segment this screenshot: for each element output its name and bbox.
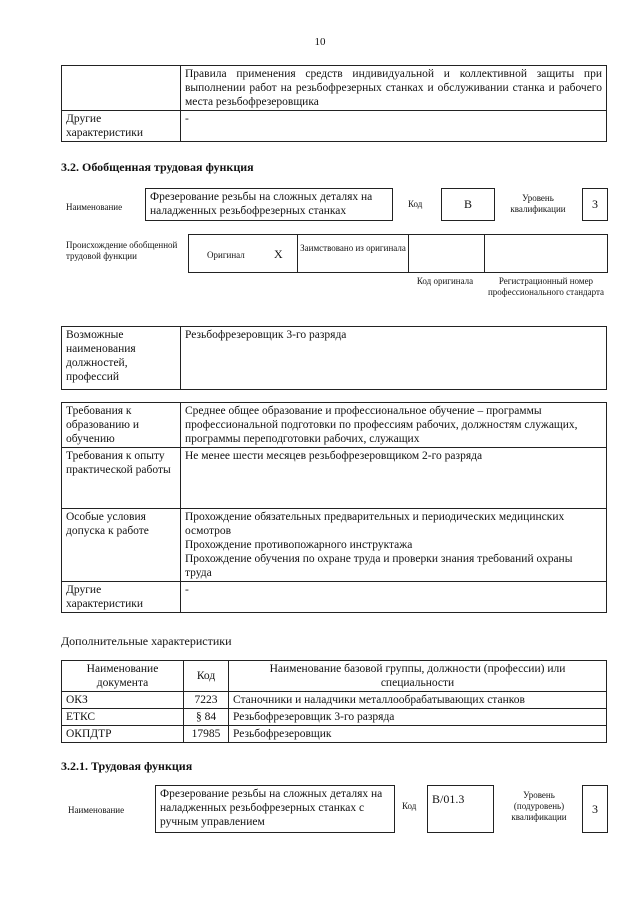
section-heading-32: 3.2. Обобщенная трудовая функция	[61, 160, 254, 174]
header-cell: Наименование документа	[62, 661, 184, 692]
positions-table	[61, 326, 607, 390]
code-value: B	[441, 188, 495, 221]
labor-function-name: Фрезерование резьбы на сложных деталях на наладженных резьбофрезерных станках с ручным управлением	[155, 785, 395, 833]
req-value: -	[181, 582, 607, 613]
tf-level-label: Уровень (подуровень) квалификации	[511, 790, 567, 822]
req-value: Среднее общее образование и профессиональное обучение – программы профессиональной подготовки по профессиям рабочих, должностям служащих, программы переподготовки рабочих, служащих	[181, 403, 607, 448]
tf-code-value: B/01.3	[427, 785, 494, 833]
table-header-row	[62, 661, 607, 692]
positions-value: Резьбофрезеровщик 3-го разряда	[181, 327, 607, 390]
table-row	[62, 726, 607, 743]
level-value: 3	[582, 188, 608, 221]
table-row	[62, 709, 607, 726]
header-cell: Наименование базовой группы, должности (профессии) или специальности	[229, 661, 607, 692]
level-label: Уровень квалификации	[510, 193, 566, 214]
positions-label: Возможные наименования должностей, профессий	[62, 327, 181, 390]
name-label: Наименование	[66, 202, 123, 212]
req-value-line: Прохождение обучения по охране труда и проверки знания требований охраны труда	[185, 553, 573, 579]
table-row	[62, 582, 607, 613]
page-number: 10	[314, 36, 326, 48]
top-table-row1-text: Правила применения средств индивидуальной и коллективной защиты при выполнении работ на резьбофрезерных станках и обслуживании станка и рабочего места резьбофрезеровщика	[181, 66, 607, 111]
cell: 17985	[184, 726, 229, 743]
top-table	[61, 65, 607, 142]
generalized-function-name: Фрезерование резьбы на сложных деталях на наладженных резьбофрезерных станках	[145, 188, 393, 221]
req-label: Другие характеристики	[62, 582, 181, 613]
requirements-table	[61, 402, 607, 613]
req-label: Особые условия допуска к работе	[62, 509, 181, 582]
req-label: Требования к опыту практической работы	[62, 448, 181, 509]
tf-name-label: Наименование	[68, 805, 125, 815]
tf-code-label: Код	[402, 801, 417, 811]
top-table-row2-value: -	[181, 111, 607, 142]
table-row	[62, 692, 607, 709]
reg-number-label: Регистрационный номер профессионального стандарта	[487, 276, 605, 297]
original-label: Оригинал	[207, 250, 245, 260]
req-value: Не менее шести месяцев резьбофрезеровщиком 2-го разряда	[181, 448, 607, 509]
cell: ЕТКС	[62, 709, 184, 726]
cell: ОКЗ	[62, 692, 184, 709]
cell: § 84	[184, 709, 229, 726]
origin-label: Происхождение обобщенной трудовой функции	[66, 240, 178, 261]
code-label: Код	[408, 199, 423, 209]
cell: Резьбофрезеровщик 3-го разряда	[229, 709, 607, 726]
header-cell: Код	[184, 661, 229, 692]
cell: 7223	[184, 692, 229, 709]
borrowed-label: Заимствовано из оригинала	[300, 243, 406, 253]
table-row	[62, 403, 607, 448]
additional-table	[61, 660, 607, 743]
additional-heading: Дополнительные характеристики	[61, 634, 232, 648]
origin-grid	[188, 234, 608, 273]
code-original-label: Код оригинала	[416, 276, 474, 286]
req-value-line: Прохождение обязательных предварительных и периодических медицинских осмотров	[185, 511, 565, 537]
top-table-row2-label: Другие характеристики	[62, 111, 181, 142]
table-row	[62, 509, 607, 582]
req-label: Требования к образованию и обучению	[62, 403, 181, 448]
table-row	[62, 448, 607, 509]
tf-level-value: 3	[582, 785, 608, 833]
cell: Станочники и наладчики металлообрабатывающих станков	[229, 692, 607, 709]
original-mark: X	[274, 247, 283, 261]
cell: Резьбофрезеровщик	[229, 726, 607, 743]
req-value-line: Прохождение противопожарного инструктажа	[185, 539, 413, 551]
cell: ОКПДТР	[62, 726, 184, 743]
section-heading-321: 3.2.1. Трудовая функция	[61, 759, 193, 773]
